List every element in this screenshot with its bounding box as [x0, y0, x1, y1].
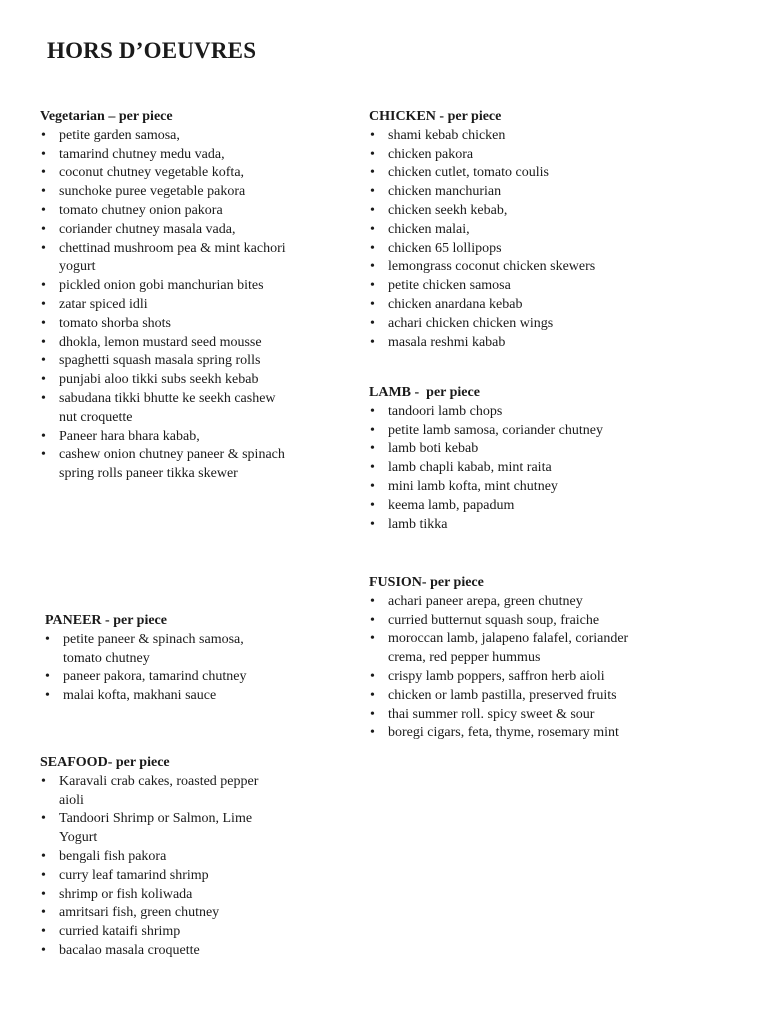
menu-item: • lemongrass coconut chicken skewers [369, 258, 669, 277]
seafood-heading-name: SEAFOOD [40, 755, 108, 770]
menu-item: • masala reshmi kabab [369, 334, 669, 353]
menu-item: • pickled onion gobi manchurian bites [40, 277, 290, 296]
menu-item: • lamb tikka [369, 516, 669, 535]
seafood-heading [40, 754, 270, 773]
menu-item: • petite garden samosa, [40, 127, 290, 146]
chicken-section [369, 108, 669, 352]
menu-item: • tomato chutney onion pakora [40, 202, 290, 221]
menu-item: • cashew onion chutney paneer & spinach spring rolls paneer tikka skewer [40, 446, 290, 484]
fusion-heading-suffix: - per piece [421, 575, 484, 590]
fusion-list [369, 593, 659, 743]
menu-item: • chicken manchurian [369, 183, 669, 202]
menu-item: • shrimp or fish koliwada [40, 886, 270, 905]
vegetarian-heading-suffix: – per piece [104, 109, 173, 124]
menu-item: • chicken seekh kebab, [369, 202, 669, 221]
chicken-list [369, 127, 669, 353]
menu-item: • malai kofta, makhani sauce [40, 687, 270, 706]
menu-item: • chicken pakora [369, 146, 669, 165]
chicken-heading [369, 108, 669, 127]
menu-item: • Karavali crab cakes, roasted pepper aioli [40, 773, 270, 811]
vegetarian-section [40, 108, 290, 484]
menu-item: • Tandoori Shrimp or Salmon, Lime Yogurt [40, 810, 270, 848]
fusion-section [369, 574, 659, 743]
menu-item: • thai summer roll. spicy sweet & sour [369, 706, 659, 725]
menu-item: • sabudana tikki bhutte ke seekh cashew nut croquette [40, 390, 290, 428]
menu-item: • spaghetti squash masala spring rolls [40, 352, 290, 371]
paneer-heading [40, 612, 270, 631]
menu-item: • tomato shorba shots [40, 315, 290, 334]
menu-item: • bacalao masala croquette [40, 942, 270, 961]
menu-item: • punjabi aloo tikki subs seekh kebab [40, 371, 290, 390]
fusion-heading-name: FUSION [369, 575, 422, 590]
lamb-heading-suffix: - per piece [411, 385, 480, 400]
paneer-section [40, 612, 270, 706]
menu-item: • sunchoke puree vegetable pakora [40, 183, 290, 202]
menu-item: • keema lamb, papadum [369, 497, 669, 516]
menu-item: • petite lamb samosa, coriander chutney [369, 422, 669, 441]
vegetarian-heading [40, 108, 290, 127]
menu-item: • zatar spiced idli [40, 296, 290, 315]
menu-item: • chicken malai, [369, 221, 669, 240]
menu-item: • chicken cutlet, tomato coulis [369, 164, 669, 183]
lamb-section [369, 384, 669, 534]
menu-item: • tamarind chutney medu vada, [40, 146, 290, 165]
menu-item: • dhokla, lemon mustard seed mousse [40, 334, 290, 353]
menu-item: • coriander chutney masala vada, [40, 221, 290, 240]
menu-item: • petite paneer & spinach samosa, tomato chutney [40, 631, 270, 669]
menu-item: • mini lamb kofta, mint chutney [369, 478, 669, 497]
menu-item: • moroccan lamb, jalapeno falafel, coriander crema, red pepper hummus [369, 630, 659, 668]
lamb-heading [369, 384, 669, 403]
menu-item: • curried butternut squash soup, fraiche [369, 612, 659, 631]
menu-item: • bengali fish pakora [40, 848, 270, 867]
vegetarian-heading-name: Vegetarian [40, 109, 105, 124]
page-title: HORS D’OEUVRES [47, 38, 257, 63]
menu-item: • chettinad mushroom pea & mint kachori yogurt [40, 240, 290, 278]
seafood-heading-suffix: - per piece [107, 755, 170, 770]
menu-item: • amritsari fish, green chutney [40, 904, 270, 923]
menu-item: • achari paneer arepa, green chutney [369, 593, 659, 612]
menu-item: • shami kebab chicken [369, 127, 669, 146]
menu-item: • chicken or lamb pastilla, preserved fruits [369, 687, 659, 706]
menu-item: • curry leaf tamarind shrimp [40, 867, 270, 886]
lamb-list [369, 403, 669, 535]
menu-item: • boregi cigars, feta, thyme, rosemary mint [369, 724, 659, 743]
paneer-heading-name: PANEER [45, 613, 102, 628]
menu-item: • chicken anardana kebab [369, 296, 669, 315]
menu-item: • tandoori lamb chops [369, 403, 669, 422]
chicken-heading-suffix: - per piece [435, 109, 502, 124]
paneer-list [40, 631, 270, 706]
menu-item: • Paneer hara bhara kabab, [40, 428, 290, 447]
menu-item: • crispy lamb poppers, saffron herb aioli [369, 668, 659, 687]
menu-item: • coconut chutney vegetable kofta, [40, 164, 290, 183]
fusion-heading [369, 574, 659, 593]
menu-item: • lamb boti kebab [369, 440, 669, 459]
menu-item: • petite chicken samosa [369, 277, 669, 296]
menu-item: • achari chicken chicken wings [369, 315, 669, 334]
menu-item: • curried kataifi shrimp [40, 923, 270, 942]
lamb-heading-name: LAMB [369, 385, 411, 400]
vegetarian-list [40, 127, 290, 484]
seafood-list [40, 773, 270, 961]
paneer-heading-suffix: - per piece [101, 613, 167, 628]
chicken-heading-name: CHICKEN [369, 109, 436, 124]
menu-item: • paneer pakora, tamarind chutney [40, 668, 270, 687]
menu-item: • chicken 65 lollipops [369, 240, 669, 259]
menu-item: • lamb chapli kabab, mint raita [369, 459, 669, 478]
seafood-section [40, 754, 270, 961]
